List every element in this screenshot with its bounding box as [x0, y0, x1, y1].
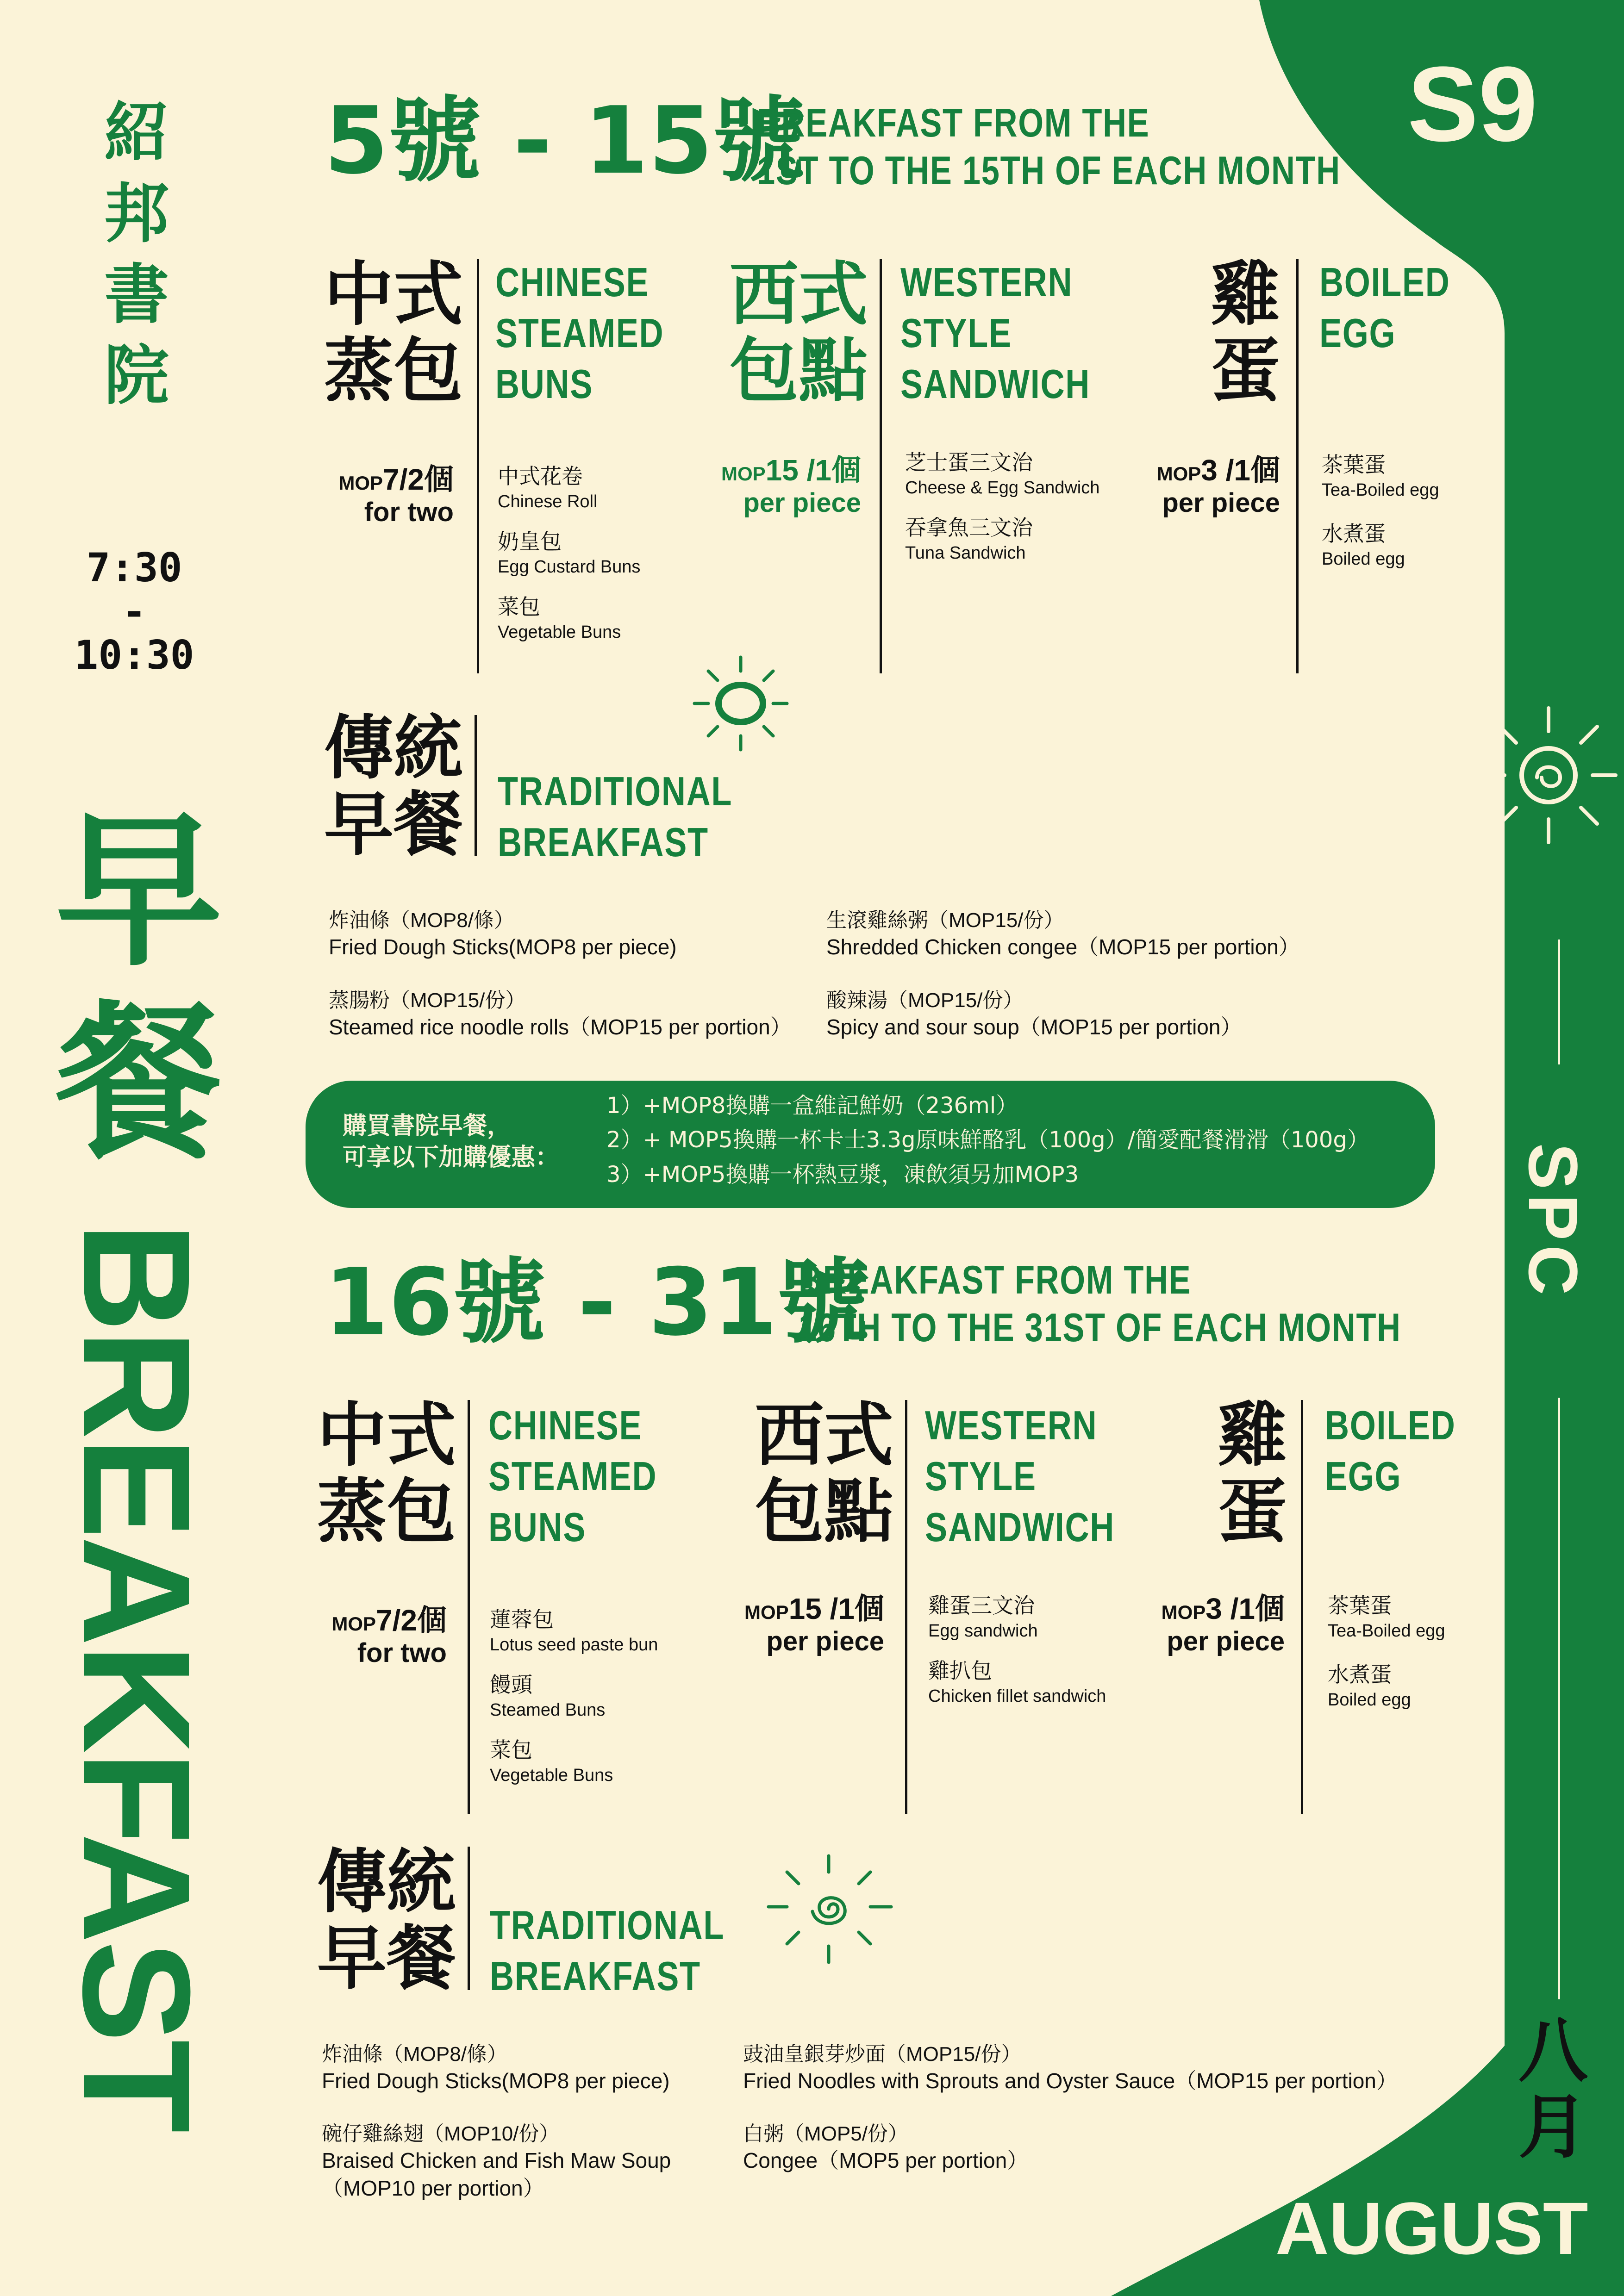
item-cn: 水煮蛋	[1322, 522, 1386, 546]
month-cn-char: 月	[1518, 2087, 1588, 2168]
heading-en-line: BREAKFAST FROM THE	[757, 101, 1150, 145]
chinese-buns-title-en	[495, 257, 664, 410]
title-en-line: BUNS	[495, 361, 593, 407]
promo-line: 3）+MOP5換購一杯熱豆漿，凍飲須另加MOP3	[606, 1161, 1079, 1188]
sun-doodle-icon	[759, 1847, 898, 1967]
egg-price	[1116, 1592, 1285, 1657]
hours-dash: -	[122, 588, 146, 635]
side-title-cn	[51, 796, 227, 1179]
item-en: Fried Noodles with Sprouts and Oyster Sauce（MOP15 per portion）	[743, 2069, 1398, 2093]
side-title-en	[53, 1222, 220, 2194]
western-title-en	[925, 1400, 1115, 1553]
item-en: Congee（MOP5 per portion）	[743, 2148, 1029, 2173]
item-cn: 雞蛋三文治	[928, 1593, 1035, 1618]
title-en-line: SANDWICH	[900, 361, 1090, 407]
traditional-item	[322, 2041, 738, 2095]
section1-heading: 5號 - 15號	[324, 87, 806, 195]
title-cn-line: 蒸包	[324, 331, 463, 411]
item-cn: 中式花卷	[498, 464, 583, 488]
title-en-line: EGG	[1325, 1453, 1402, 1499]
title-en-line: SANDWICH	[925, 1504, 1115, 1550]
list-item	[490, 1606, 712, 1656]
side-title-char: 早	[56, 795, 222, 989]
list-item	[498, 593, 720, 644]
item-en: Tea-Boiled egg	[1328, 1621, 1445, 1641]
egg-title-en	[1319, 257, 1450, 359]
hours-end: 10:30	[74, 632, 194, 679]
title-cn-line: 蛋	[1218, 1472, 1287, 1552]
item-en: Chicken fillet sandwich	[928, 1686, 1106, 1706]
western-price	[685, 454, 861, 518]
title-cn-line: 中式	[317, 1395, 456, 1476]
traditional-title-en	[490, 1900, 725, 2002]
sun-doodle-icon	[1472, 699, 1624, 852]
traditional-item	[329, 987, 815, 1041]
item-en: Fried Dough Sticks(MOP8 per piece)	[322, 2069, 670, 2093]
item-en: Vegetable Buns	[490, 1766, 613, 1786]
title-en-line: WESTERN	[900, 259, 1073, 305]
item-en: Lotus seed paste bun	[490, 1635, 658, 1655]
list-item	[905, 514, 1164, 565]
price-currency: MOP	[1161, 1601, 1206, 1623]
item-cn: 白粥（MOP5/份）	[743, 2122, 908, 2145]
item-cn: 芝士蛋三文治	[905, 450, 1033, 474]
list-item	[498, 528, 720, 579]
item-en: Boiled egg	[1322, 549, 1405, 569]
item-en: Cheese & Egg Sandwich	[905, 478, 1100, 498]
title-en-line: STEAMED	[495, 310, 664, 356]
month-cn-char: 八	[1518, 2011, 1588, 2091]
western-title-cn	[729, 257, 868, 410]
title-cn-line: 早餐	[317, 1918, 456, 1999]
title-cn-line: 包點	[755, 1472, 894, 1552]
sun-doodle-icon	[690, 653, 792, 754]
traditional-item	[743, 2121, 1206, 2175]
item-cn: 蒸腸粉（MOP15/份）	[329, 989, 526, 1012]
price-amount: 3 /1個	[1206, 1592, 1285, 1625]
band-label-spc: SPC	[1514, 1143, 1592, 1300]
list-item	[1328, 1661, 1476, 1711]
price-currency: MOP	[1156, 463, 1201, 485]
price-unit: for two	[357, 1637, 447, 1668]
title-cn-line: 傳統	[317, 1842, 456, 1923]
price-line	[287, 463, 454, 497]
price-amount: 3 /1個	[1201, 454, 1280, 487]
item-en: Tea-Boiled egg	[1322, 480, 1439, 500]
item-en: Shredded Chicken congee（MOP15 per portion）	[826, 935, 1300, 959]
item-en: Steamed rice noodle rolls（MOP15 per portion）	[329, 1015, 792, 1039]
traditional-title-en	[498, 766, 732, 868]
traditional-item	[329, 907, 815, 961]
item-cn: 炸油條（MOP8/條）	[329, 909, 514, 932]
column-divider	[468, 1847, 470, 1990]
item-cn: 酸辣湯（MOP15/份）	[826, 989, 1024, 1012]
western-price	[708, 1592, 884, 1657]
title-cn-line: 包點	[729, 331, 868, 411]
price-unit: for two	[364, 497, 454, 527]
item-cn: 碗仔雞絲翅（MOP10/份）	[322, 2122, 560, 2145]
price-unit: per piece	[766, 1626, 884, 1656]
price-unit: per piece	[1162, 487, 1280, 518]
title-cn-line: 早餐	[324, 784, 463, 865]
item-en: Braised Chicken and Fish Maw Soup	[322, 2148, 671, 2173]
traditional-title-cn	[317, 1844, 456, 1997]
school-name-char: 紹	[104, 95, 169, 171]
list-item	[490, 1671, 712, 1722]
section2-heading-en	[799, 1257, 1401, 1352]
item-en: Tuna Sandwich	[905, 543, 1026, 563]
column-divider	[468, 1400, 470, 1814]
column-divider	[1296, 259, 1299, 673]
item-cn: 水煮蛋	[1328, 1662, 1392, 1687]
traditional-item	[826, 987, 1336, 1041]
item-cn: 炸油條（MOP8/條）	[322, 2043, 507, 2066]
column-divider	[475, 715, 477, 856]
promo-line: 1）+MOP8換購一盒維記鮮奶（236ml）	[606, 1093, 1018, 1119]
school-name-char: 邦	[104, 176, 169, 252]
item-en: Fried Dough Sticks(MOP8 per piece)	[329, 935, 677, 959]
hours-start: 7:30	[86, 545, 182, 591]
title-en-line: STYLE	[900, 310, 1012, 356]
corner-code: S9	[1407, 44, 1538, 163]
price-amount: 15 /1個	[788, 1592, 884, 1625]
title-cn-line: 蒸包	[317, 1472, 456, 1552]
column-divider	[880, 259, 882, 673]
price-unit: per piece	[1167, 1626, 1285, 1656]
school-name-char: 書	[104, 257, 169, 333]
list-item	[1322, 520, 1470, 571]
item-cn: 豉油皇銀芽炒面（MOP15/份）	[743, 2043, 1022, 2066]
item-cn: 吞拿魚三文治	[905, 516, 1033, 540]
school-name	[100, 93, 174, 417]
band-divider-top	[1558, 940, 1560, 1064]
chinese-buns-price	[287, 463, 454, 528]
egg-price	[1111, 454, 1280, 518]
traditional-title-cn	[324, 710, 463, 863]
title-en-line: EGG	[1319, 310, 1396, 356]
price-unit: per piece	[743, 487, 861, 518]
item-en: Spicy and sour soup（MOP15 per portion）	[826, 1015, 1242, 1039]
band-divider-bottom	[1558, 1398, 1560, 1999]
traditional-item	[322, 2121, 738, 2203]
item-cn: 菜包	[490, 1738, 532, 1762]
traditional-item	[743, 2041, 1437, 2095]
price-currency: MOP	[721, 463, 766, 485]
chinese-buns-price	[278, 1604, 447, 1668]
section2-heading: 16號 - 31號	[324, 1249, 870, 1356]
title-en-line: STEAMED	[488, 1453, 657, 1499]
heading-en-line: 1ST TO THE 15TH OF EACH MONTH	[757, 149, 1341, 193]
title-en-line: CHINESE	[488, 1402, 643, 1448]
column-divider	[905, 1400, 907, 1814]
promo-title	[343, 1111, 559, 1173]
item-cn: 茶葉蛋	[1328, 1593, 1392, 1618]
price-line	[1116, 1592, 1285, 1626]
promo-line: 2）+ MOP5換購一杯卡士3.3g原味鮮酪乳（100g）/簡愛配餐滑滑（100g）	[606, 1127, 1369, 1153]
chinese-buns-title-cn	[324, 257, 463, 410]
title-en-line: BOILED	[1319, 259, 1450, 305]
title-en-line: CHINESE	[495, 259, 650, 305]
title-cn-line: 西式	[729, 255, 868, 335]
title-en-line: BOILED	[1325, 1402, 1456, 1448]
title-cn-line: 西式	[755, 1395, 894, 1476]
item-cn: 饅頭	[490, 1673, 532, 1697]
title-en-line: WESTERN	[925, 1402, 1098, 1448]
price-amount: 7/2個	[383, 463, 454, 496]
item-en: Egg Custard Buns	[498, 557, 641, 577]
price-amount: 7/2個	[376, 1604, 447, 1637]
price-currency: MOP	[331, 1613, 376, 1635]
promo-lines	[606, 1089, 1369, 1192]
list-item	[490, 1736, 712, 1787]
list-item	[1328, 1592, 1476, 1643]
item-en: Vegetable Buns	[498, 622, 621, 642]
opening-hours	[65, 546, 204, 678]
title-cn-line: 蛋	[1211, 331, 1280, 411]
month-en: AUGUST	[1275, 2187, 1588, 2270]
chinese-buns-title-cn	[317, 1395, 456, 1552]
title-en-line: BUNS	[488, 1504, 587, 1550]
column-divider	[1301, 1400, 1303, 1814]
item-en: （MOP10 per portion）	[322, 2176, 544, 2200]
item-cn: 蓮蓉包	[490, 1607, 554, 1631]
title-cn-line: 雞	[1218, 1395, 1287, 1476]
title-en-line: TRADITIONAL	[498, 768, 733, 814]
item-cn: 雞扒包	[928, 1659, 992, 1683]
title-en-line: BREAKFAST	[490, 1953, 701, 1999]
item-en: Boiled egg	[1328, 1690, 1411, 1710]
chinese-buns-title-en	[488, 1400, 657, 1553]
price-line	[278, 1604, 447, 1638]
traditional-item	[826, 907, 1336, 961]
title-cn-line: 雞	[1211, 255, 1280, 335]
egg-title-en	[1325, 1400, 1455, 1502]
heading-en-line: BREAKFAST FROM THE	[799, 1258, 1192, 1302]
list-item	[1322, 451, 1470, 502]
price-line	[1111, 454, 1280, 488]
western-title-en	[900, 257, 1090, 410]
side-title-en-text: BREAKFAST	[51, 1222, 222, 2130]
title-en-line: TRADITIONAL	[490, 1902, 725, 1948]
egg-title-cn	[1211, 257, 1280, 410]
price-currency: MOP	[744, 1601, 789, 1623]
promo-title-line: 購買書院早餐，	[343, 1112, 512, 1140]
column-divider	[477, 259, 479, 673]
month-cn	[1514, 2013, 1593, 2166]
promo-title-line: 可享以下加購優惠：	[343, 1143, 560, 1171]
egg-list	[1322, 451, 1470, 571]
heading-en-line: 16TH TO THE 31ST OF EACH MONTH	[799, 1306, 1401, 1350]
item-en: Egg sandwich	[928, 1621, 1038, 1641]
item-cn: 奶皇包	[498, 529, 562, 554]
western-title-cn	[755, 1395, 894, 1552]
egg-list	[1328, 1592, 1476, 1711]
school-name-char: 院	[104, 338, 169, 414]
chinese-buns-list	[490, 1606, 712, 1787]
title-en-line: BREAKFAST	[498, 819, 709, 865]
item-cn: 茶葉蛋	[1322, 453, 1386, 477]
title-cn-line: 傳統	[324, 708, 463, 789]
item-en: Steamed Buns	[490, 1700, 606, 1720]
item-cn: 生滾雞絲粥（MOP15/份）	[826, 909, 1064, 932]
item-cn: 菜包	[498, 595, 540, 619]
price-line	[708, 1592, 884, 1626]
title-cn-line: 中式	[324, 255, 463, 335]
title-en-line: STYLE	[925, 1453, 1037, 1499]
section1-heading-en	[757, 100, 1341, 195]
price-amount: 15 /1個	[765, 454, 861, 487]
list-item	[928, 1657, 1187, 1708]
item-en: Chinese Roll	[498, 492, 598, 511]
side-title-char: 餐	[56, 986, 222, 1180]
price-currency: MOP	[338, 472, 383, 494]
price-line	[685, 454, 861, 488]
egg-title-cn	[1218, 1395, 1287, 1552]
